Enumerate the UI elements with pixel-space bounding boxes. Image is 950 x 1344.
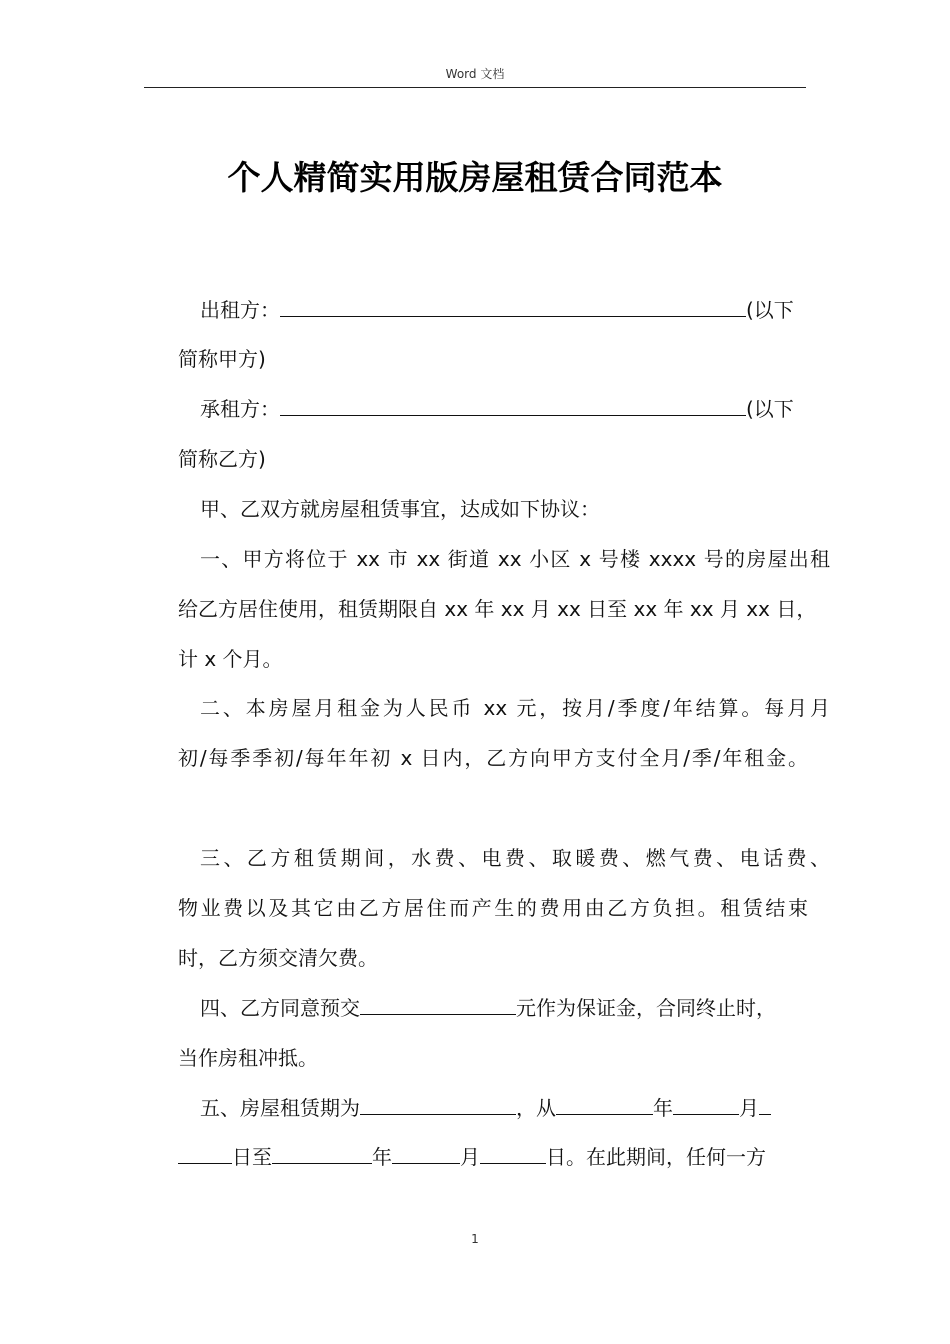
- start-month-label: 月: [739, 1096, 759, 1120]
- clause-4-line-2: 当作房租冲抵。: [178, 1046, 318, 1070]
- clause-5-line-2: [178, 1142, 808, 1172]
- end-year-label: 年: [372, 1145, 392, 1169]
- clause-5-from: ，从: [516, 1096, 556, 1120]
- clause-5-prefix: 五、房屋租赁期为: [200, 1096, 360, 1120]
- lessee-line: [178, 394, 830, 424]
- start-month-blank[interactable]: [673, 1093, 739, 1115]
- clause-3-line-3: 时，乙方须交清欠费。: [178, 946, 378, 970]
- clause-2-line-1: 二、本房屋月租金为人民币 xx 元，按月/季度/年结算。每月月: [200, 696, 830, 720]
- start-day-blank-part-2[interactable]: [178, 1142, 232, 1164]
- lessor-line: [178, 295, 830, 325]
- document-title: 个人精简实用版房屋租赁合同范本: [227, 158, 723, 197]
- start-year-label: 年: [653, 1096, 673, 1120]
- lessee-continuation: 简称乙方): [178, 447, 266, 471]
- clause-3-line-2: 物业费以及其它由乙方居住而产生的费用由乙方负担。租赁结束: [178, 896, 808, 920]
- lessee-suffix: (以下: [746, 397, 794, 421]
- clause-1-line-2: 给乙方居住使用，租赁期限自 xx 年 xx 月 xx 日至 xx 年 xx 月 xx 日，: [178, 597, 817, 621]
- clause-4-after: 元作为保证金，合同终止时，: [516, 996, 776, 1020]
- page-number: 1: [471, 1232, 479, 1246]
- start-day-until: 日至: [232, 1145, 272, 1169]
- clause-5-line-1: [178, 1093, 830, 1123]
- end-day-blank[interactable]: [480, 1142, 546, 1164]
- lessee-blank[interactable]: [280, 394, 746, 416]
- page-header: Word 文档: [445, 67, 505, 81]
- clause-1-line-1: 一、甲方将位于 xx 市 xx 街道 xx 小区 x 号楼 xxxx 号的房屋出租: [200, 547, 830, 571]
- lessor-blank[interactable]: [280, 295, 746, 317]
- clause-5-tail: 日。在此期间，任何一方: [546, 1145, 766, 1169]
- end-year-blank[interactable]: [272, 1142, 372, 1164]
- start-day-blank-part-1[interactable]: [759, 1093, 771, 1115]
- intro-paragraph: 甲、乙双方就房屋租赁事宜，达成如下协议：: [200, 497, 600, 521]
- end-month-label: 月: [460, 1145, 480, 1169]
- lease-term-blank[interactable]: [360, 1093, 516, 1115]
- clause-4-prefix: 四、乙方同意预交: [200, 996, 360, 1020]
- start-year-blank[interactable]: [556, 1093, 653, 1115]
- deposit-amount-blank[interactable]: [360, 993, 516, 1015]
- clause-1-line-3: 计 x 个月。: [178, 647, 283, 671]
- end-month-blank[interactable]: [392, 1142, 460, 1164]
- clause-3-line-1: 三、乙方租赁期间，水费、电费、取暖费、燃气费、电话费、: [200, 846, 830, 870]
- lessee-label: 承租方：: [200, 397, 280, 421]
- header-divider: [144, 87, 806, 88]
- lessor-label: 出租方：: [200, 298, 280, 322]
- clause-2-line-2: 初/每季季初/每年年初 x 日内，乙方向甲方支付全月/季/年租金。: [178, 746, 808, 770]
- lessor-suffix: (以下: [746, 298, 794, 322]
- clause-4-line-1: [178, 993, 830, 1023]
- lessor-continuation: 简称甲方): [178, 347, 266, 371]
